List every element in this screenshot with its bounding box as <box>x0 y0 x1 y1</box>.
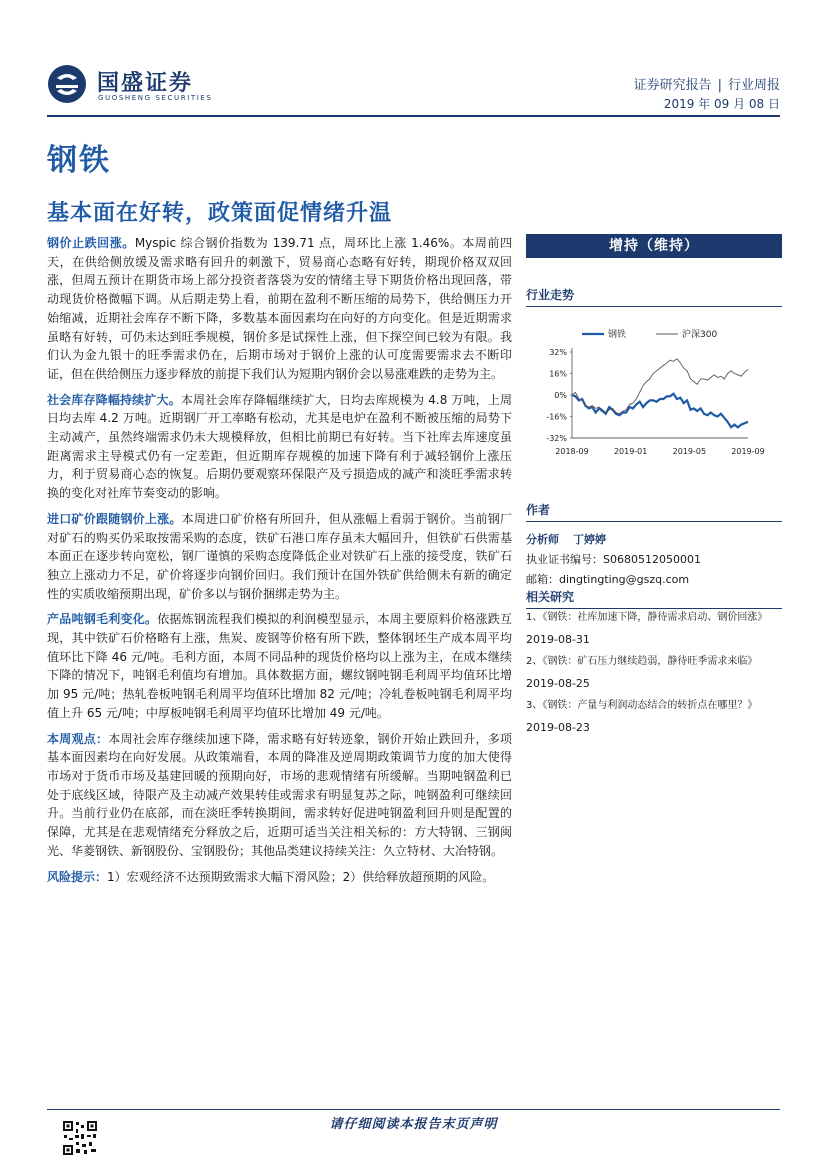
y-tick-label: -16% <box>546 412 567 422</box>
trend-section-title: 行业走势 <box>526 286 782 307</box>
report-type: 行业周报 <box>727 78 780 93</box>
related-section-title: 相关研究 <box>526 588 782 609</box>
paragraph-risk <box>47 868 512 887</box>
email-label: 邮箱： <box>526 573 559 586</box>
paragraph-text: 本周社会库存降幅继续扩大，日均去库规模为 4.8 万吨，上周日均去库 4.2 万吨。近期钢厂开工率略有松动，尤其是电炉在盈利不断被压缩的局势下主动减产，虽然终端需求仍未大规模释放，但相比前期已有好转。当下社库去库速度虽距离需求主导模式仍有一定差距，但近期库存规模的加速下降有利于减轻钢价上涨压力，利于贸易商心态的恢复。后期仍要观察环保限产及亏损造成的减产和淡旺季需求转换的变化对社库节奏变动的影响。 <box>47 392 512 501</box>
analyst-name: 丁婷婷 <box>573 533 606 546</box>
paragraph-text: Myspic 综合钢价指数为 139.71 点，周环比上涨 1.46%。本周前四天，在供给侧放缓及需求略有回升的刺激下，贸易商心态略有好转，期现价格双双回涨，但周五预计在期货市场上部分投资者落袋为安的情绪主导下期货价格出现回落，带动现货价格微幅下调。从后期走势上看，前期在盈利不断压缩的局势下，供给侧压力开始缩减，近期社会库存不断下降，多数基本面因素均在向好的方向变化。但是近期需求虽略有好转，可仍未达到旺季规模，钢价多是试探性上涨，但下探空间已较为有限。我们认为金九银十的旺季需求仍在，后期市场对于钢价上涨的认可度需要需求去不断印证，但在供给侧压力逐步释放的前提下我们认为短期内钢价会以易涨难跌的走势为主。 <box>47 236 512 381</box>
paragraph-margin <box>47 610 512 722</box>
y-tick-label: 32% <box>549 348 567 357</box>
paragraph-lead: 钢价止跌回涨。 <box>47 236 135 250</box>
paragraph-lead: 进口矿价跟随钢价上涨。 <box>47 511 182 526</box>
analyst-row <box>526 530 782 550</box>
legend-label: 钢铁 <box>608 330 627 340</box>
header-divider <box>47 115 780 117</box>
license-value: S0680512050001 <box>603 553 701 566</box>
x-tick-label: 2019-09 <box>731 447 765 456</box>
y-tick-label: 16% <box>549 369 567 379</box>
license-label: 执业证书编号： <box>526 553 603 566</box>
paragraph-text: 依据炼钢流程我们模拟的利润模型显示，本周主要原料价格涨跌互现，其中铁矿石价格略有上涨，焦炭、废钢等价格有所下跌，整体钢坯生产成本周平均值环比下降 46 元/吨。毛利方面，本周不同品种的现货价格均以上涨为主，在成本继续下降的情况下，吨钢毛利值均有增加。具体数据方面，螺纹钢吨钢毛利周平均值环比增加 95 元/吨；热轧卷板吨钢毛利周平均值环比增加 82 元/吨；冷轧卷板吨钢毛利周平均值上升 65 元/吨；中厚板吨钢毛利周平均值环比增加 49 元/吨。 <box>47 612 512 720</box>
paragraph-text: 本周进口矿价格有所回升，但从涨幅上看弱于钢价。当前钢厂对矿石的购买仍采取按需采购的态度，铁矿石港口库存虽未大幅回升，但铁矿石供需基本面正在逐步转向宽松，钢厂谨慎的采购态度降低企业对铁矿石上涨的接受度，铁矿石独立上涨动力不足，矿价将逐步向钢价回归。我们预计在国外铁矿供给侧未有新的确定性的实质收缩预期出现，矿价多以与钢价捆绑走势为主。 <box>47 511 512 601</box>
series-line-hs300 <box>572 359 748 414</box>
footer-divider <box>47 1109 780 1110</box>
paragraph-price <box>47 234 512 384</box>
report-category: 证券研究报告 <box>633 78 712 93</box>
logo-english-text: GUOSHENG SECURITIES <box>98 94 213 102</box>
related-item-title[interactable]: 3、《钢铁：产量与利润动态结合的转折点在哪里？》 <box>526 700 758 711</box>
footer-disclaimer: 请仔细阅读本报告末页声明 <box>329 1117 498 1132</box>
author-section-title: 作者 <box>526 501 782 522</box>
main-content <box>47 234 512 893</box>
header-separator: | <box>717 78 722 93</box>
x-tick-label: 2018-09 <box>555 447 589 456</box>
trend-chart <box>526 314 782 494</box>
paragraph-text: 本周社会库存继续加速下降，需求略有好转迹象，钢价开始止跌回升，多项基本面因素均在向好发展。从政策端看，本周的降准及逆周期政策调节力度的加大使得市场对于货币市场及基建回暖的预期向好，市场的悲观情绪有所缓解。当期吨钢盈利已处于底线区域，待限产及主动减产效果转佳或需求有明显复苏之际，吨钢盈利可继续回升。当前行业仍在底部，而在淡旺季转换期间，需求转好促进吨钢盈利回升则是配置的保障，尤其是在悲观情绪充分释放之后，近期可适当关注相关标的：方大特钢、三钢闽光、华菱钢铁、新钢股份、宝钢股份；其他品类建议持续关注：久立特材、大冶特钢。 <box>47 731 512 858</box>
logo <box>47 62 217 106</box>
paragraph-lead: 风险提示： <box>47 869 108 884</box>
legend-label: 沪深300 <box>682 330 718 340</box>
sidebar <box>526 234 782 734</box>
paragraph-view <box>47 730 512 861</box>
report-date: 2019 年 09 月 08 日 <box>663 97 780 111</box>
x-tick-label: 2019-01 <box>613 447 648 456</box>
logo-text: 国盛证券 <box>97 71 194 96</box>
y-tick-label: -32% <box>546 434 567 443</box>
series-line-steel <box>572 394 748 428</box>
email-link[interactable]: dingtingting@gszq.com <box>559 573 690 586</box>
qr-code-icon <box>62 1120 98 1156</box>
related-item-date: 2019-08-25 <box>526 677 590 690</box>
author-info <box>526 530 782 590</box>
paragraph-lead: 社会库存降幅持续扩大。 <box>47 392 181 407</box>
y-tick-label: 0% <box>554 391 567 400</box>
headline: 基本面在好转，政策面促情绪升温 <box>47 201 393 226</box>
paragraph-text: 1）宏观经济不达预期致需求大幅下滑风险；2）供给释放超预期的风险。 <box>107 869 495 884</box>
related-list <box>526 611 782 743</box>
paragraph-ore <box>47 510 512 604</box>
x-tick-label: 2019-05 <box>672 447 707 456</box>
email-row <box>526 570 782 590</box>
analyst-label: 分析师 <box>526 533 559 546</box>
paragraph-inventory <box>47 391 512 503</box>
related-item-title[interactable]: 2、《钢铁：矿石压力继续趋弱，静待旺季需求来临》 <box>526 656 758 667</box>
related-item-date: 2019-08-31 <box>526 633 590 646</box>
paragraph-lead: 产品吨钢毛利变化。 <box>47 612 158 627</box>
sector-title: 钢铁 <box>47 143 111 178</box>
report-type-line <box>634 74 780 93</box>
rating-badge: 增持（维持） <box>526 234 782 258</box>
related-item-title[interactable]: 1、《钢铁：社库加速下降，静待需求启动、钢价回涨》 <box>526 612 768 623</box>
related-item-date: 2019-08-23 <box>526 721 590 734</box>
license-row <box>526 550 782 570</box>
guosheng-logo-icon <box>47 64 87 104</box>
paragraph-lead: 本周观点： <box>47 731 109 746</box>
